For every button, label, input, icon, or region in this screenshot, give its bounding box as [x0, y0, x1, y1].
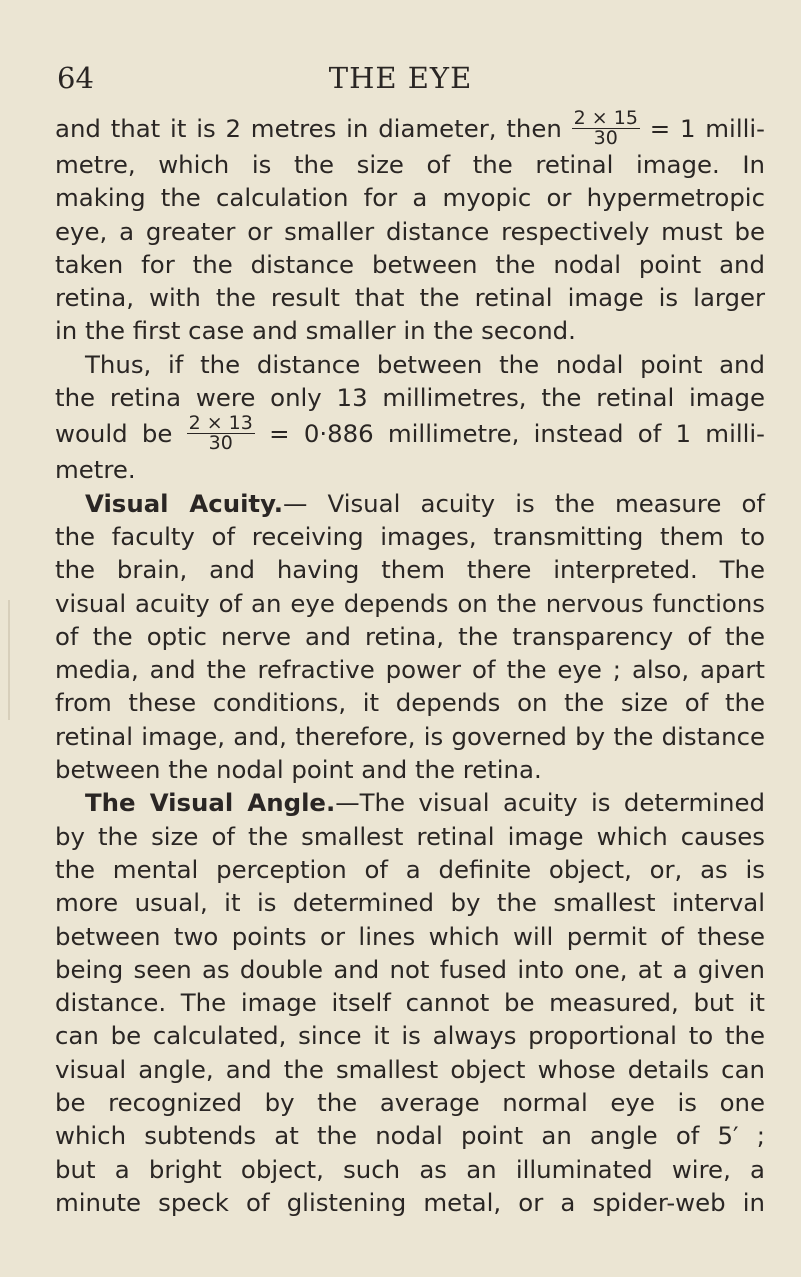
text-line: which subtends at the nodal point an angle of 5′ ; [55, 1121, 765, 1151]
text-line [55, 109, 765, 148]
text-line: distance. The image itself cannot be measured, but it [55, 988, 765, 1018]
text-line [55, 414, 765, 453]
text-line: retinal image, and, therefore, is governed by the distance [55, 721, 765, 751]
text-fragment: and that it is 2 metres in diameter, then [55, 114, 562, 144]
text-line: media, and the refractive power of the eye ; also, apart [55, 655, 765, 685]
fraction-denominator: 30 [208, 432, 233, 455]
page-number: 64 [57, 61, 94, 95]
text-line: visual acuity of an eye depends on the nervous functions [55, 588, 765, 618]
section-heading-visual-angle: The Visual Angle. [85, 788, 336, 818]
text-line: being seen as double and not fused into one, at a given [55, 954, 765, 984]
running-title: THE EYE [328, 61, 473, 95]
fraction-numerator: 2 × 15 [573, 107, 638, 129]
text-line [55, 487, 765, 520]
text-line: retina, with the result that the retinal image is larger [55, 283, 765, 313]
text-line [55, 786, 765, 819]
text-line: can be calculated, since it is always proportional to the [55, 1021, 765, 1051]
text-line: but a bright object, such as an illuminated wire, a [55, 1154, 765, 1184]
text-line: eye, a greater or smaller distance respectively must be [55, 216, 765, 246]
text-line: by the size of the smallest retinal image which causes [55, 821, 765, 851]
text-line: the retina were only 13 millimetres, the retinal image [55, 383, 765, 413]
fraction-formula [572, 109, 640, 148]
page-header [0, 58, 801, 98]
fraction-numerator: 2 × 13 [188, 412, 253, 435]
body-text [55, 109, 765, 1219]
text-line: in the first case and smaller in the second. [55, 316, 576, 346]
fraction-denominator: 30 [593, 127, 618, 149]
text-line: the faculty of receiving images, transmitting them to [55, 521, 765, 551]
text-fragment: = 1 milli- [649, 114, 765, 144]
page-crease [8, 600, 24, 720]
text-line: making the calculation for a myopic or hypermetropic [55, 183, 765, 213]
text-line: the brain, and having them there interpreted. The [55, 555, 765, 585]
text-line: metre. [55, 455, 136, 485]
text-line: metre, which is the size of the retinal image. In [55, 150, 765, 179]
text-line: the mental perception of a definite object, or, as is [55, 854, 765, 884]
text-line: more usual, it is determined by the smallest interval [55, 888, 765, 918]
section-heading-visual-acuity: Visual Acuity. [85, 488, 284, 518]
text-line: minute speck of glistening metal, or a spider-web in [55, 1187, 765, 1217]
text-fragment: = 0·886 millimetre, instead of 1 milli- [269, 419, 765, 449]
text-line: between the nodal point and the retina. [55, 755, 542, 785]
text-line: between two points or lines which will permit of these [55, 921, 765, 951]
text-fragment: — Visual acuity is the measure of [283, 488, 765, 518]
text-line: of the optic nerve and retina, the transparency of the [55, 621, 765, 651]
text-line: be recognized by the average normal eye is one [55, 1088, 765, 1118]
text-line: Thus, if the distance between the nodal point and [85, 349, 765, 379]
text-fragment: would be [55, 419, 173, 449]
text-line: from these conditions, it depends on the size of the [55, 688, 765, 718]
text-line: visual angle, and the smallest object whose details can [55, 1054, 765, 1084]
text-line: taken for the distance between the nodal point and [55, 249, 765, 279]
text-fragment: —The visual acuity is determined [335, 788, 766, 818]
fraction-formula [187, 414, 255, 453]
